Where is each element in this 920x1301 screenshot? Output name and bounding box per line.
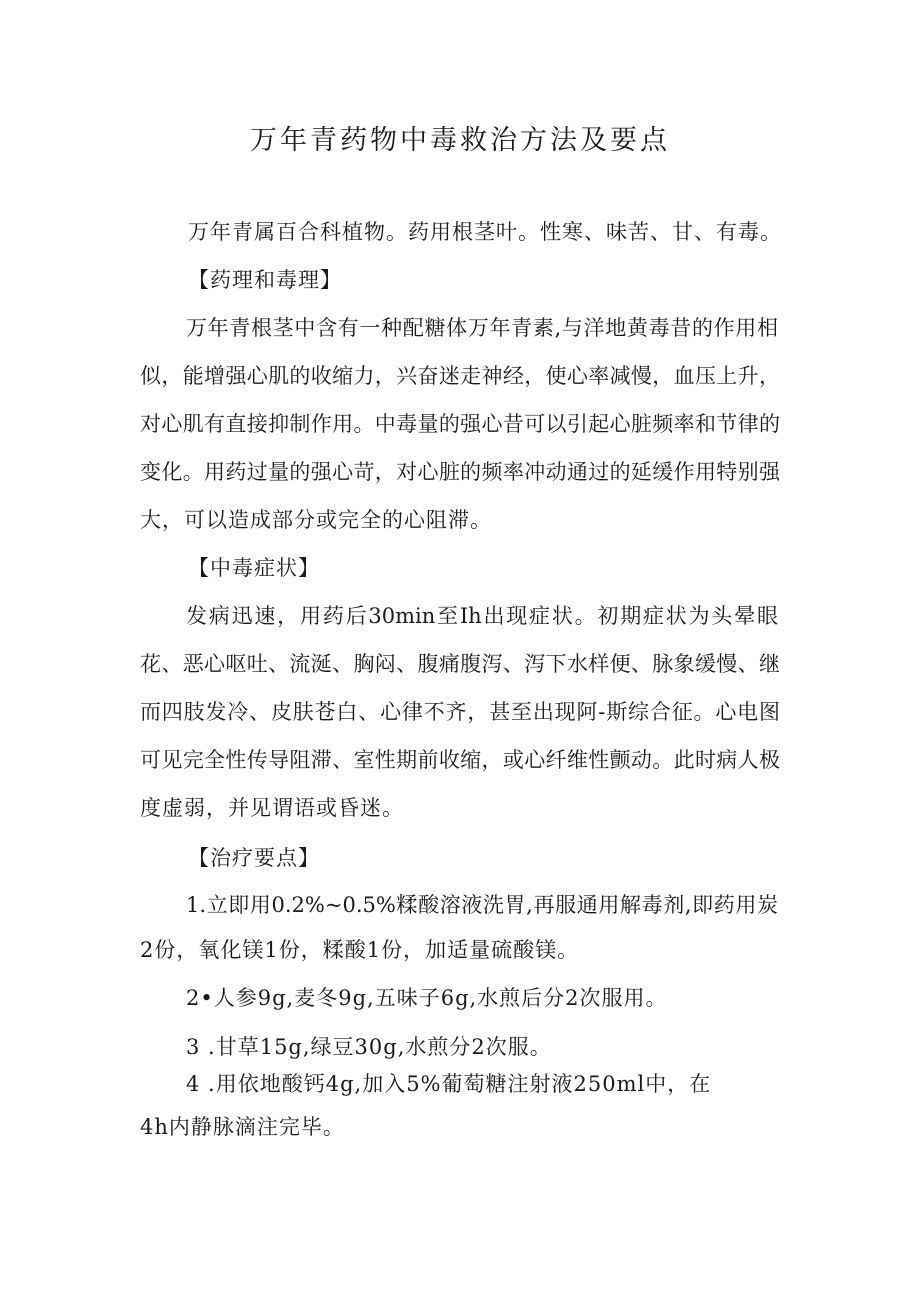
paragraph-line: 变化。用药过量的强心苛，对心脏的频率冲动通过的延缓作用特别强 (140, 460, 780, 484)
treatment-item: 1.立即用0.2%~0.5%糅酸溶液洗胃,再服通用解毒剂,即药用炭 (186, 893, 778, 917)
paragraph-line: 似，能增强心肌的收缩力，兴奋迷走神经，使心率减慢，血压上升， (140, 364, 780, 388)
section-heading-pharmacology: 【药理和毒理】 (188, 268, 342, 292)
document-title: 万年青药物中毒救治方法及要点 (250, 125, 670, 156)
intro-paragraph: 万年青属百合科植物。药用根茎叶。性寒、味苦、甘、有毒。 (188, 220, 782, 244)
paragraph-line: 对心肌有直接抑制作用。中毒量的强心昔可以引起心脏频率和节律的 (140, 412, 780, 436)
treatment-item: 4 .用依地酸钙4g,加入5%葡萄糖注射液250ml中，在 (186, 1072, 712, 1096)
paragraph-line: 发病迅速，用药后30min至Ih出现症状。初期症状为头晕眼 (186, 604, 778, 628)
paragraph-line: 而四肢发冷、皮肤苍白、心律不齐，甚至出现阿-斯综合征。心电图 (140, 700, 780, 724)
treatment-item: 3 .甘草15g,绿豆30g,水煎分2次服。 (186, 1035, 552, 1059)
paragraph-line: 度虚弱，并见谓语或昏迷。 (140, 796, 404, 820)
paragraph-line: 万年青根茎中含有一种配糖体万年青素,与洋地黄毒昔的作用相 (186, 316, 778, 340)
section-heading-treatment: 【治疗要点】 (188, 846, 320, 870)
treatment-item: 2份，氧化镁1份，糅酸1份，加适量硫酸镁。 (140, 938, 580, 962)
treatment-item: 4h内静脉滴注完毕。 (140, 1115, 345, 1139)
paragraph-line: 可见完全性传导阻滞、室性期前收缩，或心纤维性颤动。此时病人极 (140, 748, 780, 772)
paragraph-line: 花、恶心呕吐、流涎、胸闷、腹痛腹泻、泻下水样便、脉象缓慢、继 (140, 652, 780, 676)
treatment-item: 2•人参9g,麦冬9g,五味子6g,水煎后分2次服用。 (186, 986, 668, 1010)
paragraph-line: 大，可以造成部分或完全的心阻滞。 (140, 508, 492, 532)
section-heading-symptoms: 【中毒症状】 (188, 556, 320, 580)
